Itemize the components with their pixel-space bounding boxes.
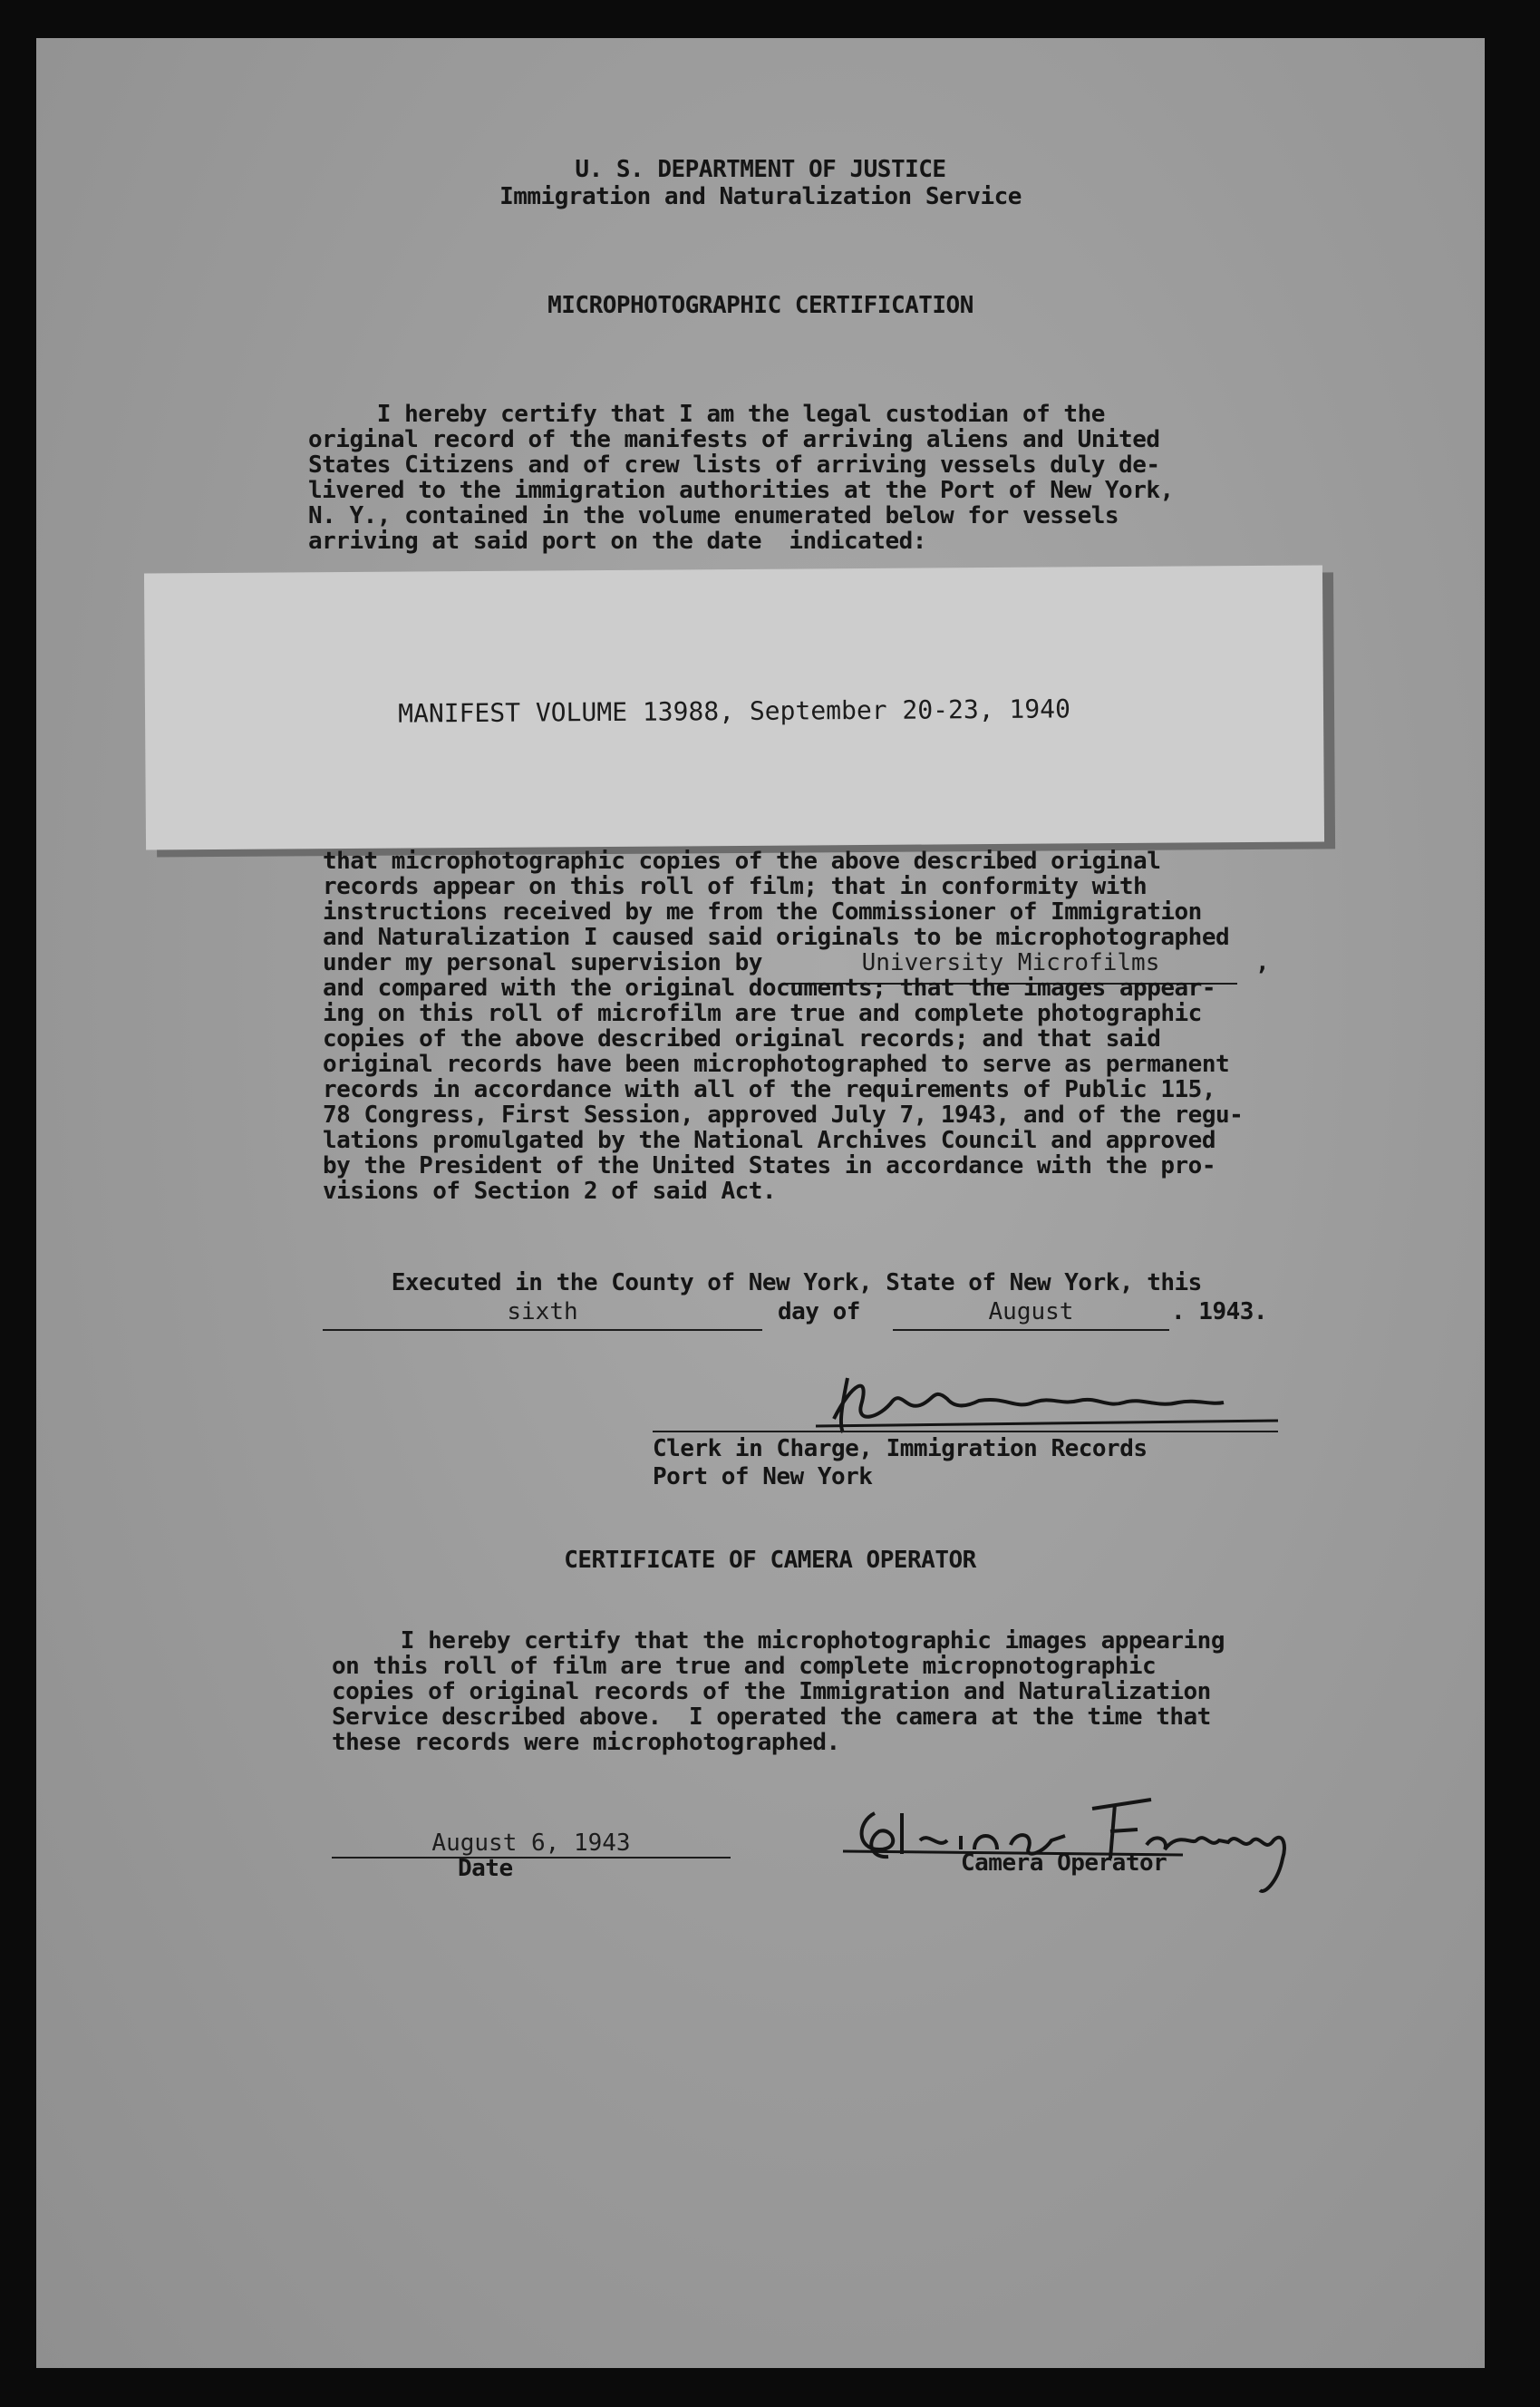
date-value: August 6, 1943 — [431, 1830, 631, 1857]
body-line: that microphotographic copies of the above described original — [323, 848, 1161, 875]
certification-title: MICROPHOTOGRAPHIC CERTIFICATION — [547, 292, 973, 319]
body-line: copies of the above described original records; and that said — [323, 1025, 1161, 1053]
date-label: Date — [458, 1855, 513, 1882]
clerk-signature-line — [653, 1431, 1278, 1432]
body-line: and Naturalization I caused said originals to be microphotographed — [323, 924, 1230, 951]
camera-line: copies of original records of the Immigration and Naturalization — [332, 1678, 1211, 1705]
month-underline — [893, 1329, 1169, 1331]
manifest-slip — [144, 565, 1324, 849]
intro-line: States Citizens and of crew lists of arriving vessels duly de- — [308, 451, 1160, 479]
intro-line: N. Y., contained in the volume enumerated below for vessels — [308, 502, 1119, 529]
body-line: and compared with the original documents; that the images appear- — [323, 975, 1216, 1002]
supervisor-comma: , — [1255, 949, 1270, 976]
body-line: visions of Section 2 of said Act. — [323, 1178, 777, 1205]
executed-day: sixth — [507, 1298, 578, 1325]
body-line: 78 Congress, First Session, approved July 7, 1943, and of the regu- — [323, 1102, 1244, 1129]
camera-line: these records were microphotographed. — [332, 1729, 840, 1756]
body-line: instructions received by me from the Commissioner of Immigration — [323, 898, 1202, 926]
intro-line: arriving at said port on the date indicated: — [308, 528, 926, 555]
intro-line: I hereby certify that I am the legal custodian of the — [308, 401, 1105, 428]
service-heading: Immigration and Naturalization Service — [499, 183, 1022, 210]
day-underline — [323, 1329, 762, 1331]
intro-line: original record of the manifests of arriving aliens and United — [308, 426, 1160, 453]
camera-operator-label: Camera Operator — [961, 1849, 1167, 1877]
body-line: lations promulgated by the National Archives Council and approved — [323, 1127, 1216, 1154]
clerk-port: Port of New York — [653, 1463, 873, 1490]
day-of-label: day of — [778, 1298, 860, 1325]
camera-certificate-title: CERTIFICATE OF CAMERA OPERATOR — [564, 1547, 976, 1574]
body-line: ing on this roll of microfilm are true and complete photographic — [323, 1000, 1202, 1027]
camera-line: on this roll of film are true and complete micropnotographic — [332, 1653, 1157, 1680]
body-line: original records have been microphotographed to serve as permanent — [323, 1051, 1230, 1078]
executed-month: August — [988, 1298, 1074, 1325]
camera-line: I hereby certify that the microphotographic images appearing — [332, 1627, 1225, 1655]
date-underline — [332, 1857, 731, 1859]
executed-line: Executed in the County of New York, State of New York, this — [323, 1269, 1202, 1296]
camera-line: Service described above. I operated the camera at the time that — [332, 1703, 1211, 1731]
body-line: records appear on this roll of film; that in conformity with — [323, 873, 1148, 900]
executed-year: . 1943. — [1171, 1298, 1268, 1325]
clerk-title: Clerk in Charge, Immigration Records — [653, 1435, 1148, 1462]
body-line: by the President of the United States in accordance with the pro- — [323, 1152, 1216, 1179]
body-line: under my personal supervision by — [323, 949, 762, 976]
supervisor-name: University Microfilms — [861, 949, 1160, 976]
department-heading: U. S. DEPARTMENT OF JUSTICE — [575, 156, 946, 183]
camera-operator-signature — [838, 1777, 1328, 1913]
manifest-volume: MANIFEST VOLUME 13988, September 20-23, 1940 — [398, 694, 1070, 729]
body-line: records in accordance with all of the requirements of Public 115, — [323, 1076, 1216, 1103]
intro-line: livered to the immigration authorities at the Port of New York, — [308, 477, 1174, 504]
